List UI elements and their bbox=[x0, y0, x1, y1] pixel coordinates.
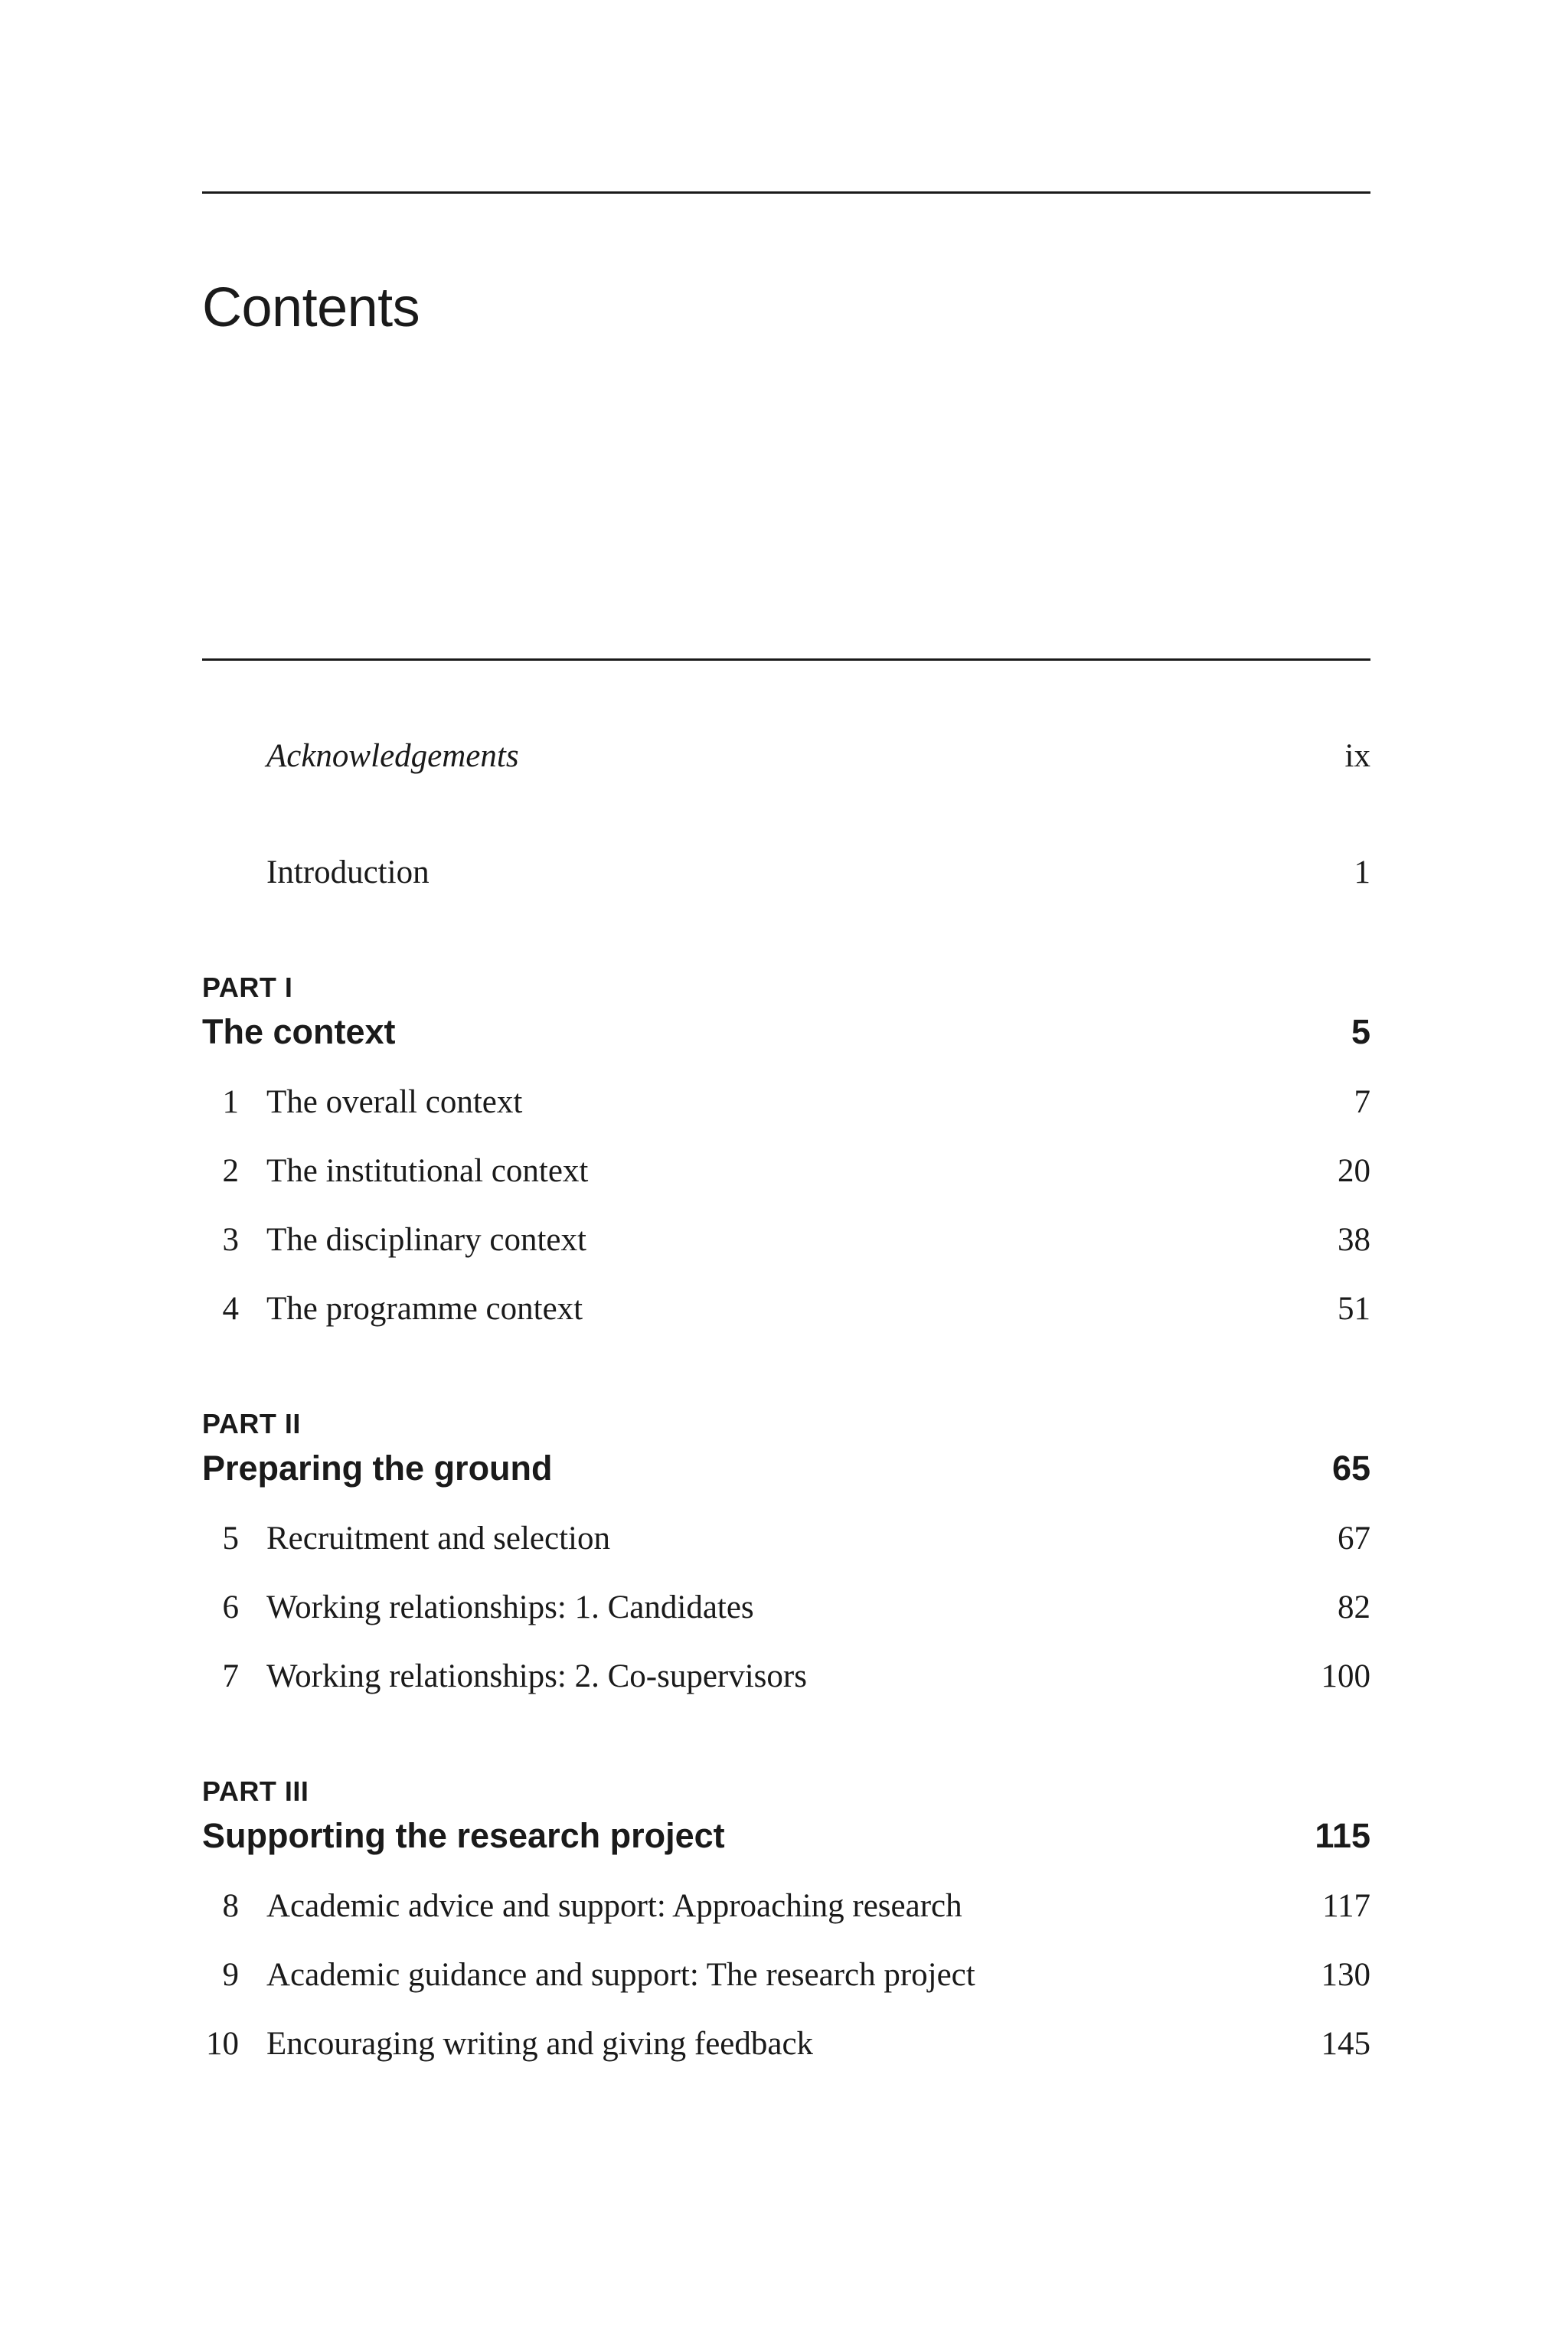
toc-entry-page: 1 bbox=[1354, 854, 1370, 890]
chapter-number: 6 bbox=[222, 1589, 239, 1625]
chapter-title: The institutional context bbox=[266, 1153, 589, 1189]
chapter-page: 7 bbox=[1354, 1084, 1370, 1120]
part-label: PART II bbox=[202, 1408, 301, 1439]
part-label: PART III bbox=[202, 1775, 309, 1807]
chapter-number: 2 bbox=[222, 1153, 239, 1189]
toc-entry-chapter-9[interactable] bbox=[202, 1951, 1370, 2000]
part-heading-the-context[interactable] bbox=[202, 1008, 1370, 1057]
contents-divider bbox=[202, 658, 1370, 661]
toc-entry-chapter-5[interactable] bbox=[202, 1514, 1370, 1563]
part-heading-supporting-the-research-project[interactable] bbox=[202, 1811, 1370, 1860]
chapter-number: 3 bbox=[222, 1222, 239, 1258]
toc-entry-chapter-3[interactable] bbox=[202, 1216, 1370, 1265]
toc-entry-chapter-4[interactable] bbox=[202, 1285, 1370, 1334]
toc-entry-acknowledgements[interactable] bbox=[202, 732, 1370, 781]
chapter-title: Academic guidance and support: The research project bbox=[266, 1957, 975, 1993]
chapter-page: 117 bbox=[1322, 1888, 1370, 1924]
chapter-title: Academic advice and support: Approaching research bbox=[266, 1888, 962, 1924]
chapter-number: 10 bbox=[206, 2026, 239, 2062]
part-heading-preparing-the-ground[interactable] bbox=[202, 1444, 1370, 1493]
chapter-title: The overall context bbox=[266, 1084, 523, 1120]
chapter-page: 145 bbox=[1321, 2026, 1370, 2062]
part-title: Preparing the ground bbox=[202, 1449, 553, 1488]
chapter-page: 51 bbox=[1338, 1291, 1370, 1327]
part-label: PART I bbox=[202, 972, 293, 1003]
toc-entry-chapter-6[interactable] bbox=[202, 1583, 1370, 1632]
toc-entry-introduction[interactable] bbox=[202, 848, 1370, 897]
part-title: The context bbox=[202, 1012, 396, 1051]
toc-entry-chapter-10[interactable] bbox=[202, 2020, 1370, 2069]
chapter-page: 38 bbox=[1338, 1222, 1370, 1258]
page-title: Contents bbox=[202, 277, 420, 339]
chapter-page: 100 bbox=[1321, 1658, 1370, 1694]
chapter-number: 9 bbox=[222, 1957, 239, 1993]
chapter-number: 1 bbox=[222, 1084, 239, 1120]
chapter-page: 20 bbox=[1338, 1153, 1370, 1189]
toc-entry-chapter-1[interactable] bbox=[202, 1078, 1370, 1127]
chapter-title: The disciplinary context bbox=[266, 1222, 586, 1258]
part-title: Supporting the research project bbox=[202, 1816, 725, 1855]
toc-entry-chapter-2[interactable] bbox=[202, 1147, 1370, 1196]
chapter-number: 4 bbox=[222, 1291, 239, 1327]
top-divider bbox=[202, 191, 1370, 194]
toc-entry-chapter-8[interactable] bbox=[202, 1882, 1370, 1931]
toc-entry-page: ix bbox=[1344, 738, 1370, 774]
chapter-title: The programme context bbox=[266, 1291, 583, 1327]
part-page: 65 bbox=[1331, 1449, 1370, 1488]
toc-entry-chapter-7[interactable] bbox=[202, 1652, 1370, 1701]
chapter-page: 130 bbox=[1321, 1957, 1370, 1993]
chapter-title: Recruitment and selection bbox=[266, 1521, 610, 1557]
chapter-page: 67 bbox=[1338, 1521, 1370, 1557]
toc-entry-title: Acknowledgements bbox=[266, 738, 519, 774]
part-page: 5 bbox=[1351, 1012, 1370, 1051]
chapter-title: Working relationships: 1. Candidates bbox=[266, 1589, 754, 1625]
toc-entry-title: Introduction bbox=[266, 854, 430, 890]
chapter-number: 8 bbox=[222, 1888, 239, 1924]
chapter-page: 82 bbox=[1338, 1589, 1370, 1625]
chapter-number: 7 bbox=[222, 1658, 239, 1694]
part-page: 115 bbox=[1315, 1816, 1370, 1855]
chapter-number: 5 bbox=[222, 1521, 239, 1557]
chapter-title: Encouraging writing and giving feedback bbox=[266, 2026, 814, 2062]
chapter-title: Working relationships: 2. Co-supervisors bbox=[266, 1658, 807, 1694]
